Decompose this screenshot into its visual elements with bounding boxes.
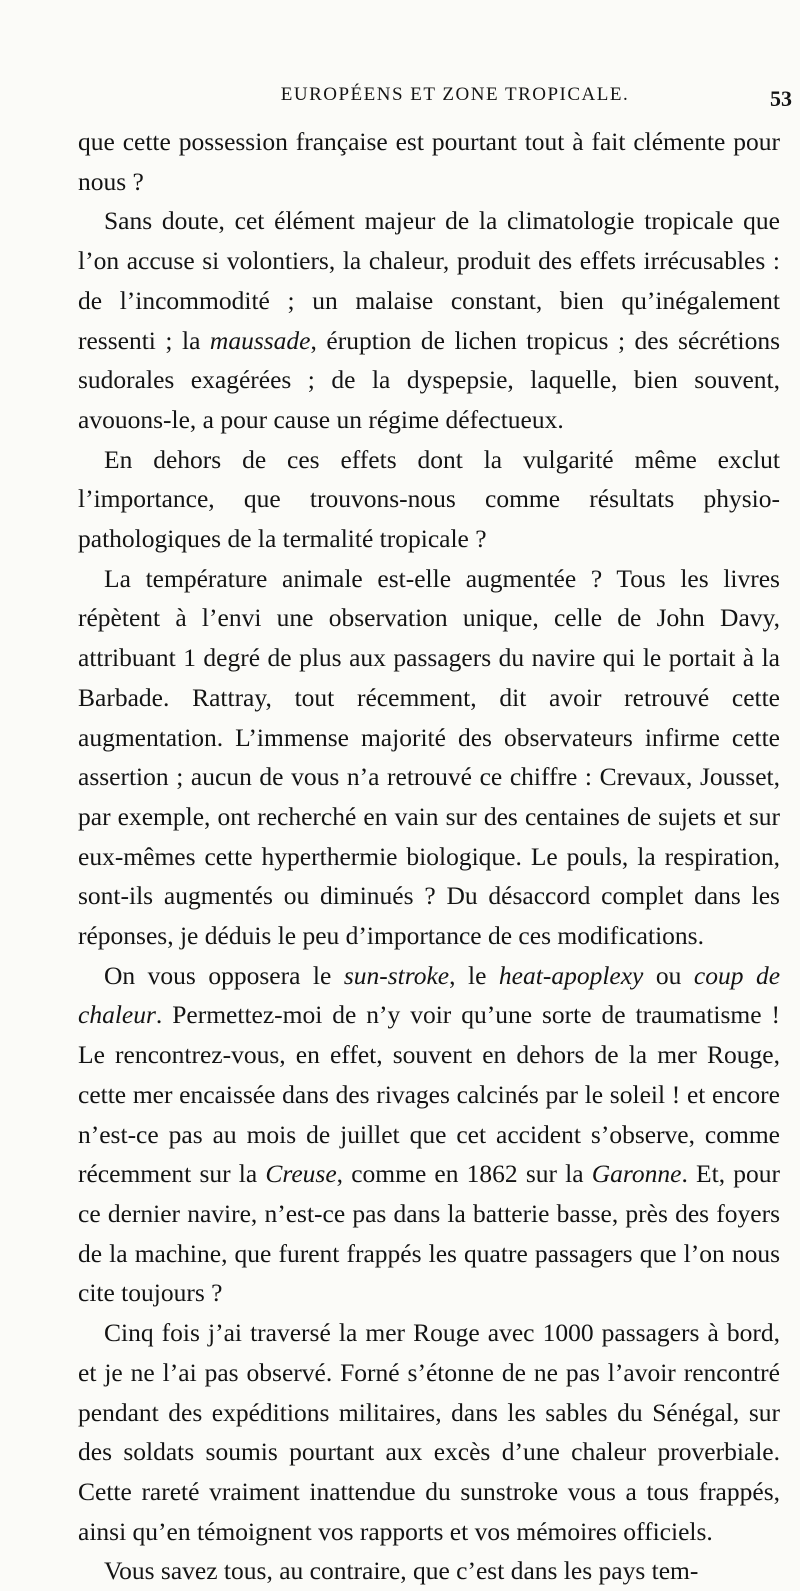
text-run: , comme en 1862 sur la: [336, 1159, 592, 1189]
paragraph: [78, 440, 780, 559]
running-title: EUROPÉENS ET ZONE TROPICALE.: [280, 84, 630, 105]
text-run: . Et, pour ce dernier navire, n’est-ce pas dans la batterie basse, près des foyers de la machine, que furent frappés les quatre passagers que l’on nous cite toujours ?: [78, 1159, 780, 1308]
text-run: que cette possession française est pourtant tout à fait clémente pour nous ?: [78, 127, 780, 196]
page-header: [78, 84, 792, 124]
text-run: Vous savez tous, au contraire, que c’est dans les pays tem-: [104, 1556, 699, 1586]
page-number: 53: [770, 86, 792, 111]
body-text: [78, 122, 780, 1591]
text-run: Cinq fois j’ai traversé la mer Rouge avec 1000 passagers à bord, et je ne l’ai pas observé. Forné s’étonne de ne pas l’avoir rencontré pendant des expéditions militaires, dans les sables du Sénégal, sur des soldats soumis pourtant aux excès d’une chaleur proverbiale. Cette rareté vraiment inattendue du sunstroke vous a tous frappés, ainsi qu’en témoignent vos rapports et vos mémoires officiels.: [78, 1318, 780, 1546]
italic-term: coup de chaleur: [78, 960, 781, 1030]
paragraph: [78, 1313, 780, 1551]
text-run: En dehors de ces effets dont la vulgarité même exclut l’importance, que trouvons-nous comme résultats physio-pathologiques de la termalité tropicale ?: [78, 444, 780, 554]
italic-term: Garonne: [591, 1159, 682, 1189]
italic-term: sun-stroke: [343, 960, 450, 990]
text-run: On vous opposera le: [104, 960, 344, 990]
paragraph: [78, 559, 780, 956]
paragraph: [78, 956, 780, 1313]
text-run: . Permettez-moi de n’y voir qu’une sorte de traumatisme ! Le rencontrez-vous, en effet, souvent en dehors de la mer Rouge, cette mer encaissée dans des rivages calcinés par le soleil ! et encore n’est-ce pas au mois de juillet que cet accident s’observe, comme récemment sur la: [78, 1000, 780, 1189]
text-run: , éruption de lichen tropicus ; des sécrétions sudorales exagérées ; de la dyspepsie, laquelle, bien souvent, avouons-le, a pour cause un régime défectueux.: [78, 325, 781, 434]
text-run: , le: [449, 960, 499, 990]
italic-term: heat-apoplexy: [498, 960, 644, 990]
text-run: La température animale est-elle augmentée ? Tous les livres répètent à l’envi une observation unique, celle de John Davy, attribuant 1 degré de plus aux passagers du navire qui le portait à la Barbade. Rattray, tout récemment, dit avoir retrouvé cette augmentation. L’immense majorité des observateurs infirme cette assertion ; aucun de vous n’a retrouvé ce chiffre : Crevaux, Jousset, par exemple, ont recherché en vain sur des centaines de sujets et sur eux-mêmes cette hyperthermie biologique. Le pouls, la respiration, sont-ils augmentés ou diminués ? Du désaccord complet dans les réponses, je déduis le peu d’importance de ces modifications.: [78, 563, 780, 951]
text-run: Sans doute, cet élément majeur de la climatologie tropicale que l’on accuse si volontiers, la chaleur, produit des effets irrécusables : de l’incommodité ; un malaise constant, bien qu’inégalement ressenti ; la: [78, 206, 780, 355]
italic-term: maussade: [209, 325, 311, 355]
paragraph: [78, 201, 780, 439]
paragraph: [78, 122, 780, 201]
text-run: ou: [643, 960, 694, 990]
paragraph: [78, 1551, 780, 1591]
italic-term: Creuse: [265, 1159, 337, 1189]
